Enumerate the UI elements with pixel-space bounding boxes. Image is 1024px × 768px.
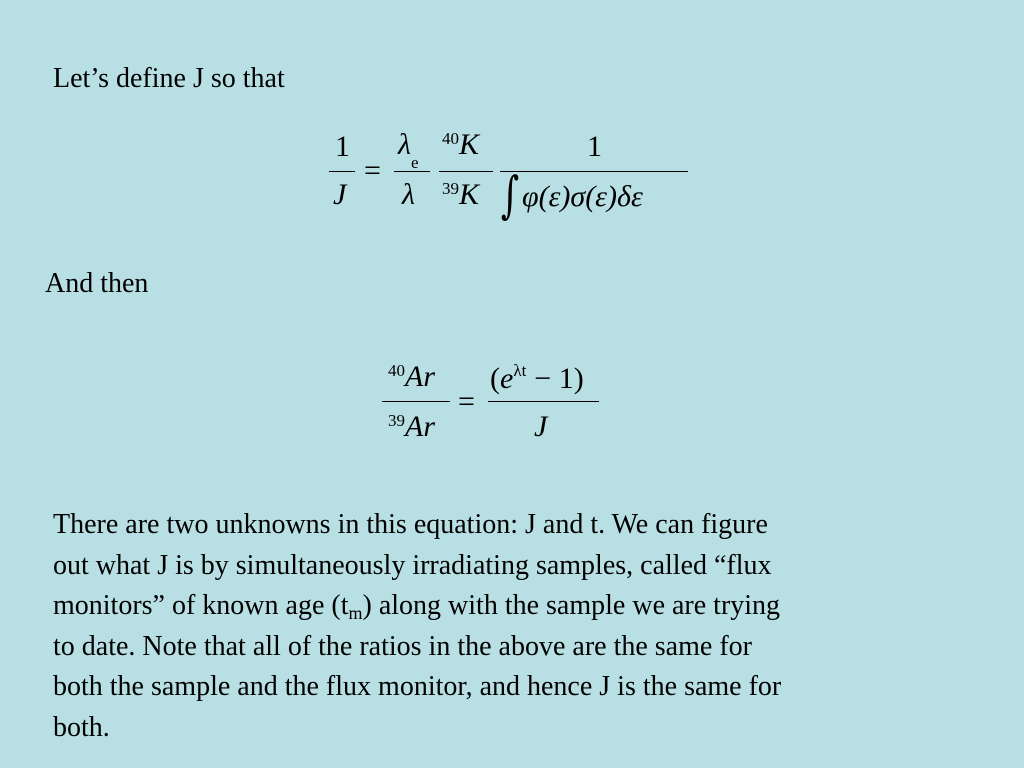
eq1-equals: = [364, 154, 381, 187]
eq2-40ar: $^{40}$Ar [388, 360, 435, 393]
eq2-40-superscript: 40 [388, 361, 405, 380]
eq1-lambda: λ [402, 178, 415, 211]
intro-text: Let’s define J so that [53, 63, 285, 94]
eq1-39k: $^{39}$K [442, 178, 480, 211]
explanation-paragraph [53, 505, 953, 748]
eq1-left-numerator: 1 [335, 130, 350, 163]
eq2-exponent: λt [513, 361, 527, 380]
eq1-f3-numerator: 1 [587, 130, 602, 163]
eq2-equals: = [458, 385, 475, 418]
eq2-rhs-numerator: $(e^{\lambda t} - 1)$ [490, 361, 584, 395]
paragraph-line: out what J is by simultaneously irradiating samples, called “flux [53, 549, 772, 581]
paragraph-line: both. [53, 711, 110, 743]
eq1-lambda-e: $\lambda_e$ [398, 128, 419, 172]
eq2-39ar: $^{39}$Ar [388, 410, 435, 443]
paragraph-line: There are two unknowns in this equation: J and t. We can figure [53, 509, 768, 540]
eq1-left-denominator: J [333, 178, 347, 211]
eq2-rhs-denominator: J [534, 410, 548, 443]
subscript-m: m [348, 603, 363, 623]
eq2-39-superscript: 39 [388, 411, 405, 430]
eq2-right-fraction-bar [488, 401, 599, 402]
eq1-39-superscript: 39 [442, 179, 459, 198]
paragraph-line: both the sample and the flux monitor, and hence J is the same for [53, 671, 782, 702]
paragraph-line: monitors” of known age $(t_m)$ along with the sample we are trying [53, 590, 781, 623]
eq1-40-superscript: 40 [442, 129, 459, 148]
and-then-text: And then [45, 268, 149, 299]
eq2-left-fraction-bar [382, 401, 450, 402]
eq1-lambda-e-subscript: e [411, 153, 419, 172]
eq1-integral-sign: ∫ [500, 166, 520, 224]
paragraph-line: to date. Note that all of the ratios in the above are the same for [53, 630, 752, 662]
eq1-integrand: φ(ε)σ(ε)δε [522, 180, 643, 213]
eq1-40k: $^{40}$K [442, 128, 480, 161]
